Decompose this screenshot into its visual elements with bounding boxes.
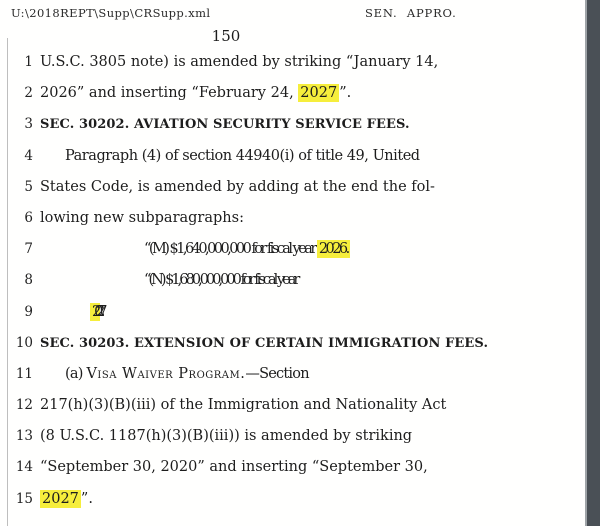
- text-line: [14, 452, 454, 483]
- line-text: [40, 47, 445, 78]
- line-text: [40, 297, 495, 328]
- line-number: 5: [24, 178, 33, 195]
- line-text: [40, 484, 445, 515]
- text-segment: —Section: [245, 365, 309, 382]
- text-line: [14, 47, 454, 78]
- line-number: 8: [24, 272, 33, 289]
- text-segment: (a): [65, 365, 87, 382]
- committee-label: SEN. APPRO.: [365, 6, 457, 20]
- text-line: [14, 390, 454, 421]
- line-number: 13: [15, 428, 33, 445]
- highlighted-text: 2027: [300, 85, 338, 102]
- text-segment: Paragraph (4) of section 44940(i) of title 49, United: [65, 147, 420, 164]
- line-text: [40, 452, 445, 483]
- text-segment: lowing new subparagraphs:: [40, 209, 244, 226]
- line-text: [40, 359, 470, 390]
- text-segment: ”.: [80, 490, 93, 507]
- text-segment: Visa Waiver Program.: [86, 365, 246, 382]
- line-number: 15: [15, 490, 33, 507]
- line-text: [40, 172, 445, 203]
- text-line: [14, 297, 454, 328]
- line-number: 10: [15, 334, 33, 351]
- line-text: [40, 234, 549, 265]
- line-text: [40, 203, 445, 234]
- line-number: 2: [24, 85, 33, 102]
- text-line: [14, 78, 454, 109]
- text-segment: ”.: [339, 85, 352, 102]
- text-line: [14, 172, 454, 203]
- line-text: [40, 328, 489, 359]
- page-number: 150: [211, 27, 241, 45]
- line-text: [40, 265, 549, 296]
- page-edge-line: [7, 38, 8, 526]
- text-line: [14, 484, 454, 515]
- line-text: [40, 421, 445, 452]
- line-number: 11: [15, 365, 33, 382]
- text-line: [14, 265, 454, 296]
- line-number: 4: [24, 147, 33, 164]
- text-segment: “(M) $1,640,000,000 for fiscal year: [144, 241, 317, 258]
- text-segment: “September 30, 2020” and inserting “September 30,: [40, 459, 428, 476]
- text-segment: “(N) $1,680,000,000 for fiscal year: [144, 272, 298, 289]
- line-number: 9: [24, 303, 33, 320]
- line-text: [40, 141, 470, 172]
- text-line: [14, 328, 489, 359]
- line-number: 12: [15, 397, 33, 414]
- line-text: [40, 390, 445, 421]
- text-line: [14, 203, 454, 234]
- line-number: 6: [24, 209, 33, 226]
- text-lines: [14, 47, 489, 515]
- line-number: 14: [15, 459, 33, 476]
- highlighted-text: 2027.: [92, 303, 98, 320]
- line-number: 1: [24, 54, 33, 70]
- text-line: [14, 109, 454, 140]
- text-line: [14, 359, 454, 390]
- line-number: 3: [24, 116, 33, 133]
- text-segment: U.S.C. 3805 note) is amended by striking “January 14,: [40, 54, 439, 70]
- text-segment: 2026” and inserting “February 24,: [40, 85, 299, 102]
- file-reference: U:\2018REPT\Supp\CRSupp.xml: [11, 6, 211, 20]
- line-number: 7: [24, 241, 33, 258]
- text-segment: States Code, is amended by adding at the end the fol-: [40, 178, 435, 195]
- text-line: [14, 141, 454, 172]
- line-text: [40, 78, 445, 109]
- highlighted-text: 2026.: [318, 241, 348, 258]
- line-text: [40, 109, 445, 140]
- scrollbar[interactable]: [585, 0, 600, 526]
- highlighted-text: 2027: [42, 490, 79, 507]
- text-line: [14, 234, 454, 265]
- text-segment: SEC. 30202. AVIATION SECURITY SERVICE FEES.: [40, 117, 410, 133]
- text-line: [14, 421, 454, 452]
- text-segment: SEC. 30203. EXTENSION OF CERTAIN IMMIGRATION FEES.: [40, 335, 489, 351]
- text-segment: 217(h)(3)(B)(iii) of the Immigration and Nationality Act: [40, 397, 447, 414]
- text-segment: (8 U.S.C. 1187(h)(3)(B)(iii)) is amended by striking: [40, 428, 413, 445]
